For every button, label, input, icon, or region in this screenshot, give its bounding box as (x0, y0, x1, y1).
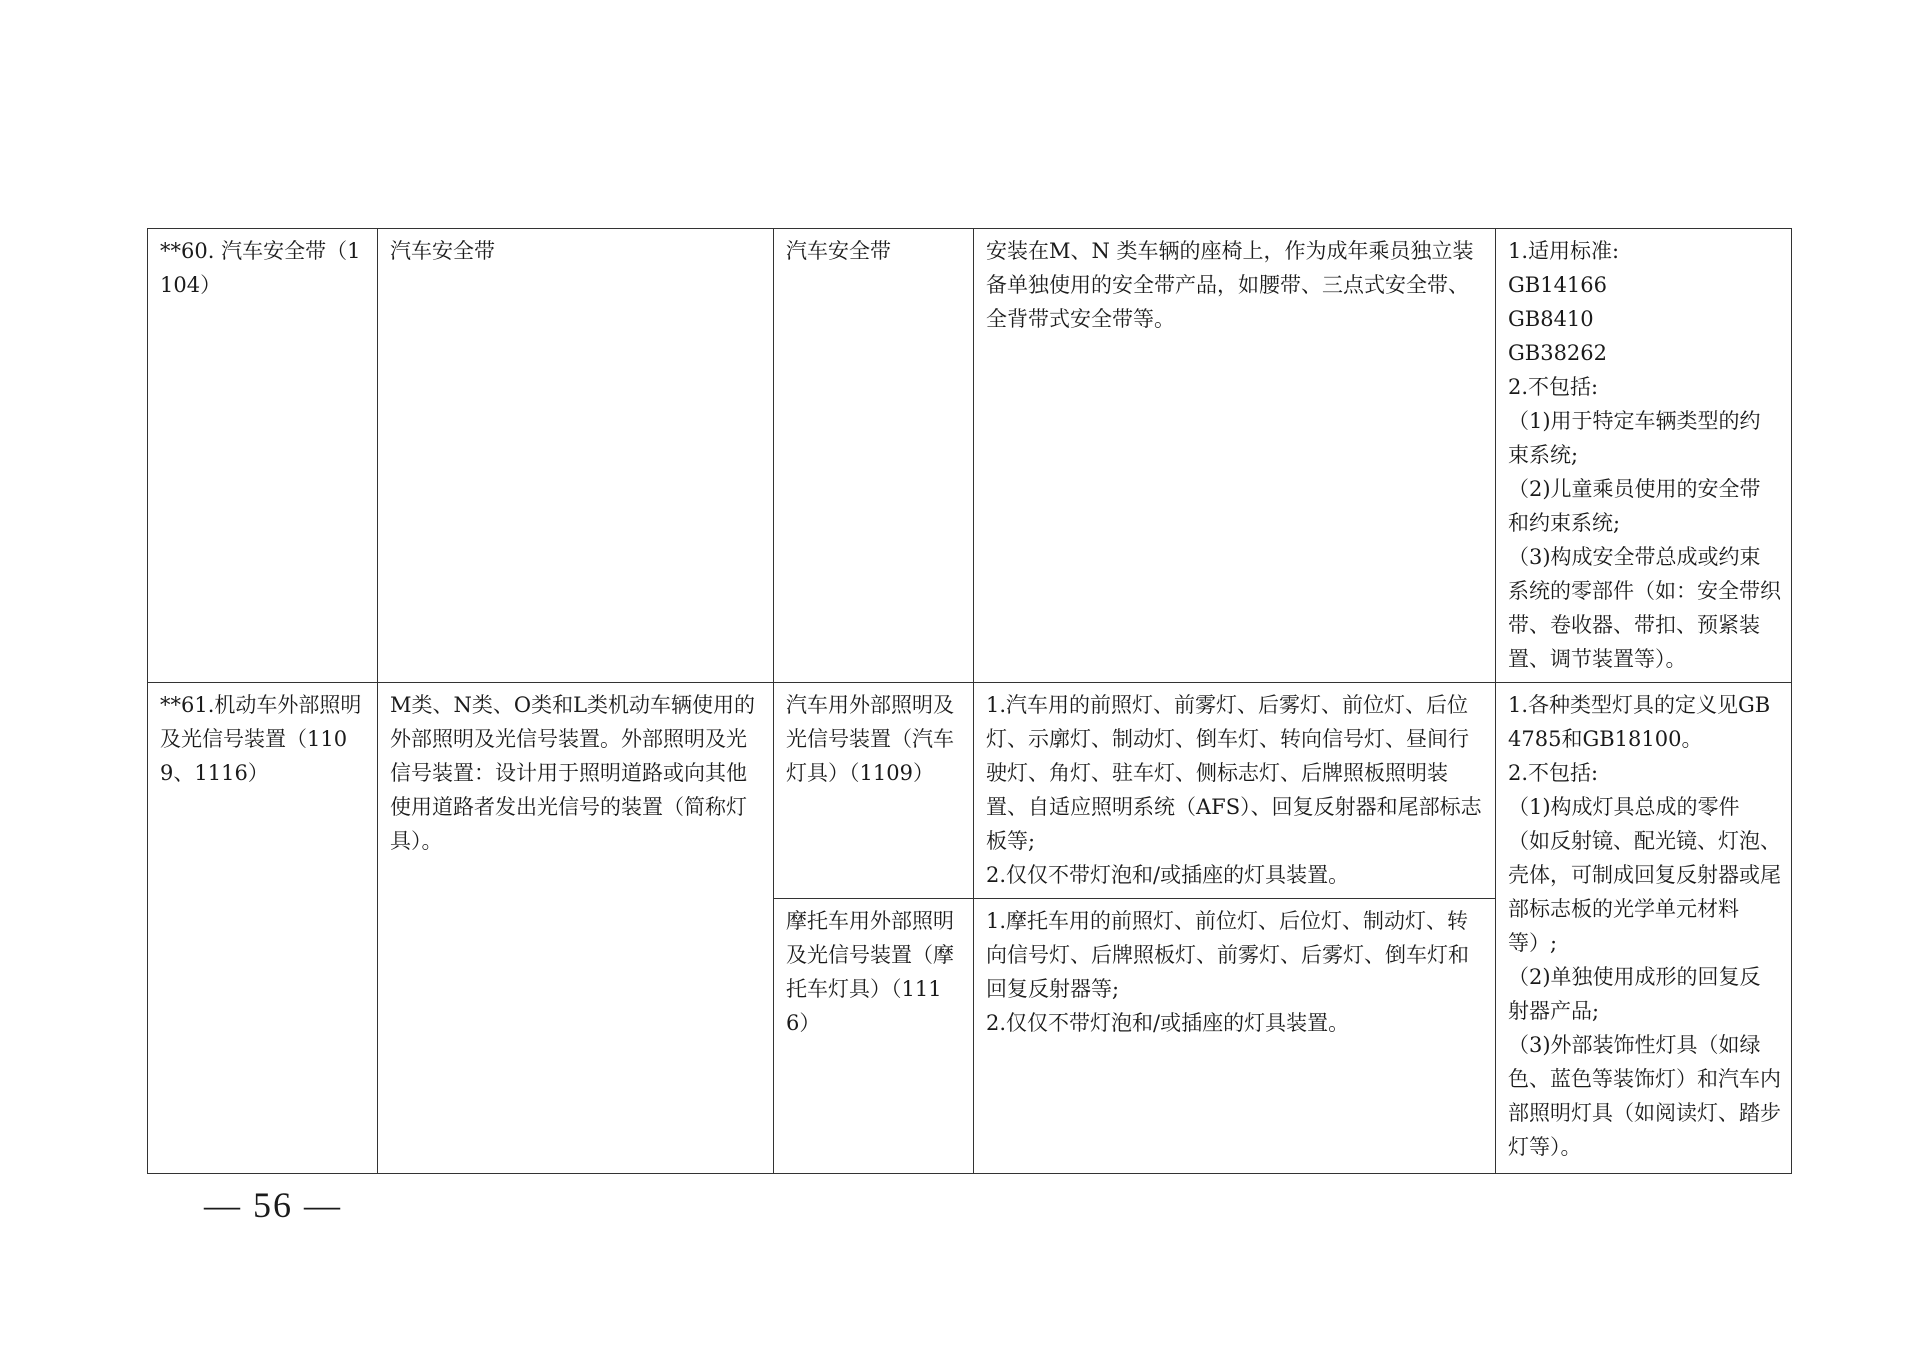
note-line: GB8410 (1508, 307, 1594, 331)
description-line: 2.仅仅不带灯泡和/或插座的灯具装置。 (986, 863, 1350, 887)
note-line: （1)用于特定车辆类型的约束系统; (1508, 409, 1761, 467)
note-line: （3)构成安全带总成或约束系统的零部件（如：安全带织带、卷收器、带扣、预紧装置、调节装置等）。 (1508, 545, 1781, 671)
scope-text: 汽车安全带 (390, 239, 495, 263)
note-line: （2)儿童乘员使用的安全带和约束系统; (1508, 477, 1761, 535)
category-cell (148, 229, 378, 683)
category-text: **61.机动车外部照明及光信号装置（1109、1116） (160, 693, 362, 785)
table-row (148, 229, 1792, 683)
sub-product-name: 摩托车用外部照明及光信号装置（摩托车灯具）（1116） (786, 909, 954, 1035)
note-line: GB38262 (1508, 341, 1608, 365)
category-text: **60. 汽车安全带（1104） (160, 239, 361, 297)
category-cell (148, 683, 378, 1174)
description-cell (974, 229, 1496, 683)
scope-cell (378, 683, 774, 1174)
sub-product-cell (774, 899, 974, 1174)
page-number: — 56 — (204, 1185, 342, 1225)
note-line: （3)外部装饰性灯具（如绿色、蓝色等装饰灯）和汽车内部照明灯具（如阅读灯、踏步灯等）。 (1508, 1033, 1781, 1159)
note-line: （2)单独使用成形的回复反射器产品; (1508, 965, 1761, 1023)
catalog-table (147, 228, 1792, 1174)
note-line: （1)构成灯具总成的零件（如反射镜、配光镜、灯泡、壳体，可制成回复反射器或尾部标志板的光学单元材料等）; (1508, 795, 1781, 955)
sub-product-name: 汽车安全带 (786, 239, 891, 263)
scope-text: M类、N类、O类和L类机动车辆使用的外部照明及光信号装置。外部照明及光信号装置：设计用于照明道路或向其他使用道路者发出光信号的装置（简称灯具）。 (390, 693, 756, 853)
sub-product-cell (774, 683, 974, 899)
sub-product-cell (774, 229, 974, 683)
table-row (148, 683, 1792, 899)
description-line: 2.仅仅不带灯泡和/或插座的灯具装置。 (986, 1011, 1350, 1035)
scope-cell (378, 229, 774, 683)
description-line: 1.汽车用的前照灯、前雾灯、后雾灯、前位灯、后位灯、示廓灯、制动灯、倒车灯、转向信号灯、昼间行驶灯、角灯、驻车灯、侧标志灯、后牌照板照明装置、自适应照明系统（AFS）、回复反射器和尾部标志板等; (986, 693, 1482, 853)
note-line: GB14166 (1508, 273, 1608, 297)
note-line: 1.适用标准: (1508, 239, 1620, 263)
sub-product-name: 汽车用外部照明及光信号装置（汽车灯具）（1109） (786, 693, 954, 785)
description-line: 1.摩托车用的前照灯、前位灯、后位灯、制动灯、转向信号灯、后牌照板灯、前雾灯、后雾灯、倒车灯和回复反射器等; (986, 909, 1469, 1001)
description-cell (974, 683, 1496, 899)
note-line: 2.不包括: (1508, 761, 1599, 785)
description-cell (974, 899, 1496, 1174)
notes-cell (1496, 229, 1792, 683)
notes-cell (1496, 683, 1792, 1174)
note-line: 1.各种类型灯具的定义见GB4785和GB18100。 (1508, 693, 1771, 751)
description-text: 安装在M、N 类车辆的座椅上，作为成年乘员独立装备单独使用的安全带产品，如腰带、三点式安全带、全背带式安全带等。 (986, 239, 1474, 331)
note-line: 2.不包括: (1508, 375, 1599, 399)
